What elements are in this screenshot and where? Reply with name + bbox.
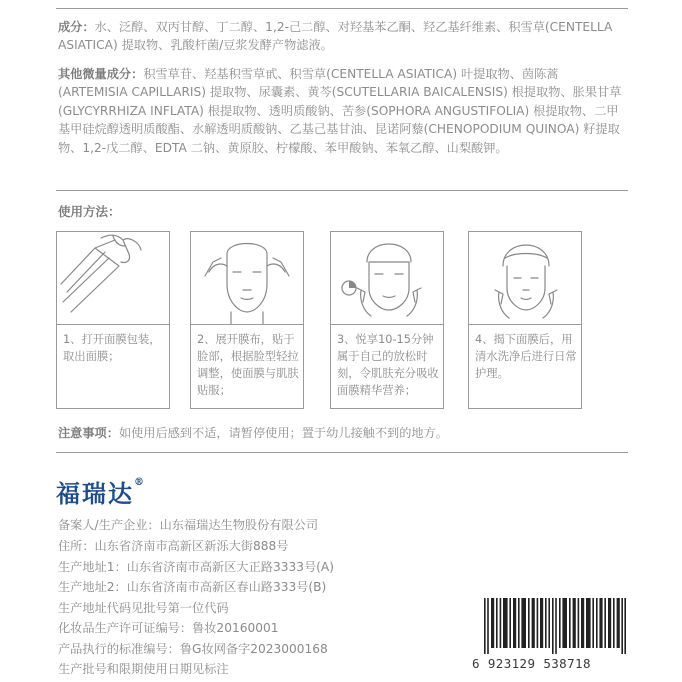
usage-step-4 [468,231,582,409]
info-batch: 生产批号和限期使用日期见标注 [58,662,229,676]
usage-step-1 [56,231,170,409]
usage-step-2 [190,231,304,409]
minor-ingredients-label: 其他微量成分： [58,67,144,81]
usage-step-3-text: 3、悦享10-15分钟属于自己的放松时刻，令肌肤充分吸收面膜精华营养； [337,333,439,397]
brand-logo [56,474,144,509]
barcode-icon [484,598,626,654]
info-standard: 产品执行的标准编号：鲁G妆网备字2023000168 [58,642,328,656]
ingredients-label: 成分： [58,20,95,34]
minor-ingredients-text: 积雪草苷、羟基积雪草甙、积雪草(CENTELLA ASIATICA) 叶提取物、茵陈蒿(ARTEMISIA CAPILLARIS) 提取物、尿囊素、黄芩(SCUTELLARIA BAICALENSIS) 根提取物、胀果甘草(GLYCYRRHIZA INFLATA) 根提取物、透明质酸钠、苦参(SOPHORA ANGUSTIFOLIA) 根提取物、二甲基甲硅烷醇透明质酸酯、水解透明质酸钠、乙基己基甘油、昆诺阿藜(CHENOPODIUM QUINOA) 籽提取物、1,2-戊二醇、EDTA 二钠、黄原胶、柠檬酸、苯甲酸钠、苯氧乙醇、山梨酸钾。 [58,67,622,155]
caution-paragraph [58,424,624,442]
usage-step-3 [330,231,444,409]
ingredients-paragraph [58,18,624,55]
info-license: 化妆品生产许可证编号：鲁妆20160001 [58,621,279,635]
timer-mask-face-icon [331,232,443,325]
caution-label: 注意事项： [58,426,119,440]
usage-step-4-text: 4、揭下面膜后，用清水洗净后进行日常护理。 [475,333,577,380]
caution-text: 如使用后感到不适，请暂停使用；置于幼儿接触不到的地方。 [118,426,448,440]
info-production-address-2: 生产地址2：山东省济南市高新区春山路333号(B) [58,580,327,594]
info-filer: 备案人/生产企业：山东福瑞达生物股份有限公司 [58,518,319,532]
minor-ingredients-paragraph [58,65,624,157]
open-package-icon [57,232,169,325]
info-address-code: 生产地址代码见批号第一位代码 [58,601,229,615]
caution-divider [56,452,628,453]
registered-mark: ® [134,477,144,488]
ingredients-divider [56,190,628,191]
remove-mask-face-icon [469,232,581,325]
usage-step-1-text: 1、打开面膜包装，取出面膜； [63,333,161,363]
info-address: 住所：山东省济南市高新区新泺大街888号 [58,539,289,553]
usage-step-2-text: 2、展开膜布，贴于脸部，根据脸型轻拉调整，使面膜与肌肤贴服； [197,333,299,397]
ingredients-text: 水、泛醇、双丙甘醇、丁二醇、1,2-己二醇、对羟基苯乙酮、羟乙基纤维素、积雪草(CENTELLA ASIATICA) 提取物、乳酸杆菌/豆浆发酵产物滤液。 [58,20,613,53]
apply-mask-icon [191,232,303,325]
usage-title: 使用方法： [58,204,121,219]
barcode-number: 6 923129 538718 [472,656,591,671]
top-divider [56,8,628,9]
info-production-address-1: 生产地址1：山东省济南市高新区大正路3333号(A) [58,560,334,574]
brand-name: 福瑞达 [56,479,134,508]
